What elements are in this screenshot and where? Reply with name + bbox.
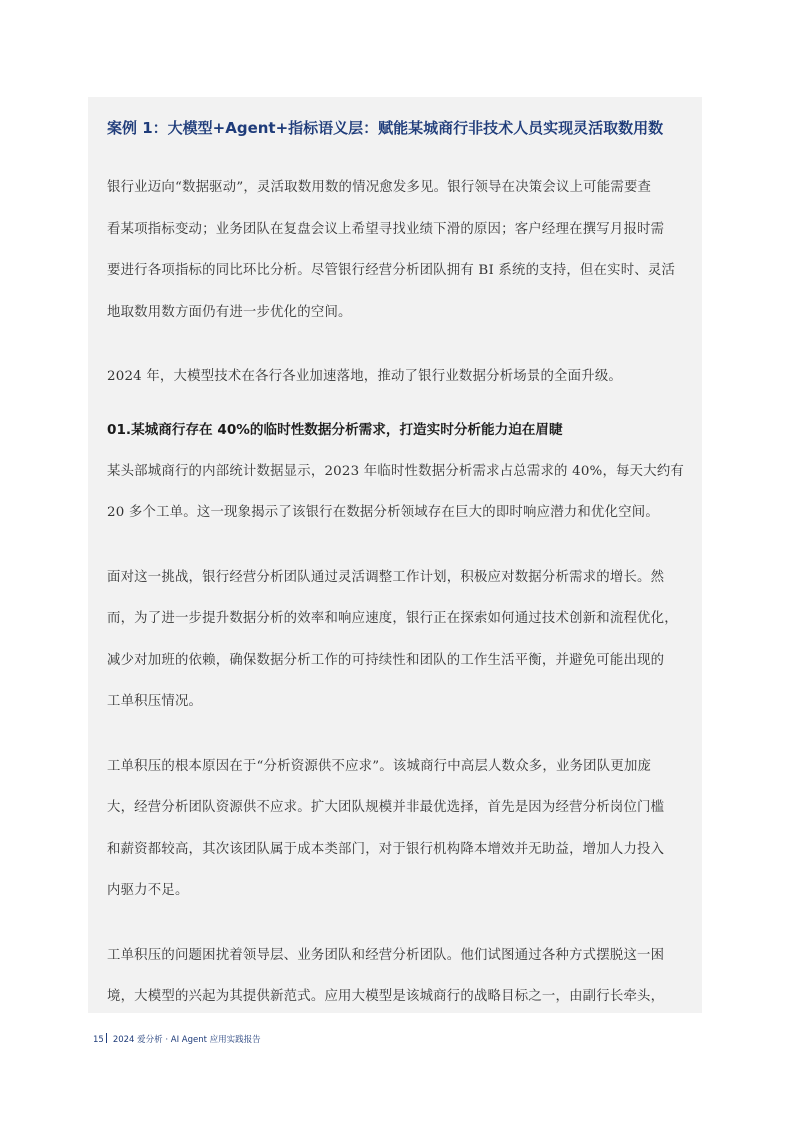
paragraph-line: 看某项指标变动；业务团队在复盘会议上希望寻找业绩下滑的原因；客户经理在撰写月报时需 [107, 221, 665, 237]
paragraph-line: 工单积压情况。 [107, 694, 203, 709]
paragraph-line: 而，为了进一步提升数据分析的效率和响应速度，银行正在探索如何通过技术创新和流程优化， [107, 611, 678, 626]
paragraph-line: 和薪资都较高，其次该团队属于成本类部门，对于银行机构降本增效并无助益，增加人力投入 [107, 841, 665, 857]
paragraph-line: 大，经营分析团队资源供不应求。扩大团队规模并非最优选择，首先是因为经营分析岗位门槛 [107, 800, 665, 815]
section-heading: 01.某城商行存在 40%的临时性数据分析需求，打造实时分析能力迫在眉睫 [107, 421, 563, 438]
paragraph-line: 地取数用数方面仍有进一步优化的空间。 [107, 304, 352, 320]
paragraph-challenge [107, 557, 685, 723]
footer-divider [106, 1033, 107, 1043]
paragraph-line: 要进行各项指标的同比环比分析。尽管银行经营分析团队拥有 BI 系统的支持，但在实时、灵活 [107, 263, 676, 278]
paragraph-line: 减少对加班的依赖，确保数据分析工作的可持续性和团队的工作生活平衡，并避免可能出现的 [107, 652, 665, 668]
paragraph-llm [107, 935, 685, 1014]
paragraph-line: 2024 年，大模型技术在各行各业加速落地，推动了银行业数据分析场景的全面升级。 [107, 369, 623, 384]
paragraph-line: 内驱力不足。 [107, 883, 189, 898]
paragraph-line: 20 多个工单。这一现象揭示了该银行在数据分析领域存在巨大的即时响应潜力和优化空间。 [107, 505, 659, 520]
report-title: 2024 爱分析 · AI Agent 应用实践报告 [112, 1035, 261, 1045]
case-title: 案例 1：大模型+Agent+指标语义层：赋能某城商行非技术人员实现灵活取数用数 [107, 119, 664, 137]
paragraph-root-cause [107, 746, 685, 912]
paragraph-line: 工单积压的问题困扰着领导层、业务团队和经营分析团队。他们试图通过各种方式摆脱这一困 [107, 947, 665, 963]
page-footer [93, 1033, 261, 1045]
paragraph-line: 境，大模型的兴起为其提供新范式。应用大模型是该城商行的战略目标之一，由副行长牵头， [107, 989, 665, 1004]
page-number: 15 [93, 1035, 104, 1045]
paragraph-intro [107, 167, 685, 333]
paragraph-2024 [107, 356, 685, 398]
case-body [107, 167, 685, 1013]
paragraph-line: 工单积压的根本原因在于“分析资源供不应求”。该城商行中高层人数众多，业务团队更加庞 [107, 758, 652, 774]
paragraph-line: 某头部城商行的内部统计数据显示，2023 年临时性数据分析需求占总需求的 40%，每天大约有 [107, 463, 685, 479]
paragraph-statistics [107, 451, 685, 534]
paragraph-line: 面对这一挑战，银行经营分析团队通过灵活调整工作计划，积极应对数据分析需求的增长。然 [107, 569, 665, 585]
paragraph-line: 银行业迈向“数据驱动”，灵活取数用数的情况愈发多见。银行领导在决策会议上可能需要查 [107, 180, 652, 195]
case-study-box [88, 97, 702, 1013]
